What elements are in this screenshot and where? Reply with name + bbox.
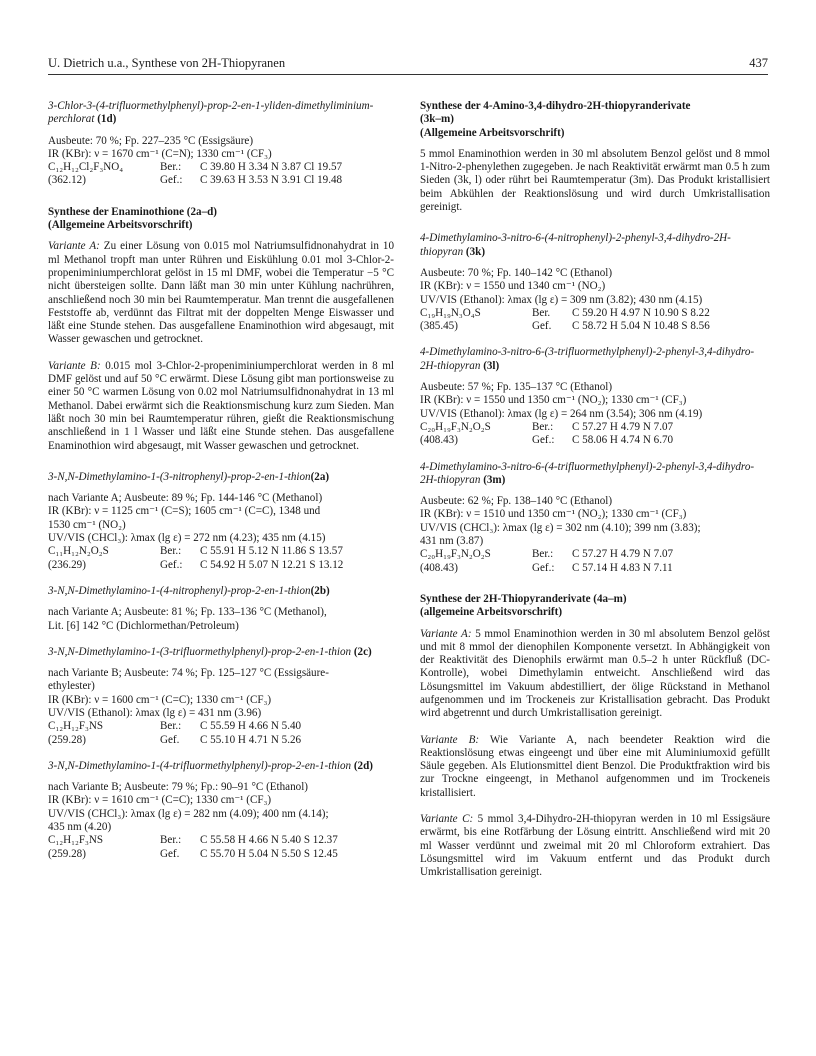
- paragraph-variante-a: Variante A: Zu einer Lösung von 0.015 mol Natriumsulfidnonahydrat in 10 ml Methanol tropft man unter Rühren und Eiskühlung 0.01 mol 3-Chlor-2-propeniminiumperchlorat gelöst in 15 ml DMF, wobei die Temperatur −5 °C nicht übersteigen sollte. Dann läßt man 30 min unter Kühlung nachrühren, anschließend noch 30 min bei Raumtemperatur. Man trennt die ausgefallenen Feststoffe ab, verdünnt das Filtrat mit der doppelten Menge Eiswasser und läßt eine Stunde stehen. Das ausgefallene Enaminothion wird abgesaugt, mit Wasser gewaschen und getrocknet.: [48, 240, 394, 346]
- compound-2c: [48, 646, 394, 747]
- elemental-analysis-row: C₁₂H₁₂F₃NS Ber.: C 55.58 H 4.66 N 5.40 S 12.37: [48, 834, 338, 847]
- data-line: Ausbeute: 70 %; Fp. 227–235 °C (Essigsäure): [48, 134, 254, 147]
- compound-1d: [48, 100, 394, 188]
- compound-name: 4-Dimethylamino-3-nitro-6-(4-trifluormethylphenyl)-2-phenyl-3,4-dihydro-2H-thiopyran (3m): [420, 460, 755, 486]
- elemental-analysis-row: C₁₂H₁₂F₃NS Ber.: C 55.59 H 4.66 N 5.40: [48, 720, 302, 733]
- right-column: [420, 100, 770, 880]
- section-dihydrothiopyran: [420, 100, 770, 214]
- data-line: UV/VIS (CHCl₃): λmax (lg ε) = 272 nm (4.23); 435 nm (4.15): [48, 532, 326, 545]
- data-line: Ausbeute: 70 %; Fp. 140–142 °C (Ethanol): [420, 266, 613, 279]
- compound-2b: [48, 585, 394, 633]
- data-line: Ausbeute: 62 %; Fp. 138–140 °C (Ethanol): [420, 495, 613, 508]
- data-line: nach Variante A; Ausbeute: 81 %; Fp. 133–136 °C (Methanol),: [48, 606, 327, 619]
- elemental-analysis-row: C₂₀H₁₉F₃N₂O₂S Ber.: C 57.27 H 4.79 N 7.07: [420, 420, 674, 433]
- data-line: UV/VIS (Ethanol): λmax (lg ε) = 264 nm (3.54); 306 nm (4.19): [420, 407, 703, 420]
- section-heading-id: (3k–m): [420, 113, 454, 126]
- elemental-analysis-row: (259.28) Gef. C 55.70 H 5.04 N 5.50 S 12.45: [48, 847, 338, 860]
- compound-id: (2b): [310, 584, 330, 597]
- elemental-analysis-row: (408.43) Gef.: C 57.14 H 4.83 N 7.11: [420, 561, 673, 574]
- data-line: UV/VIS (CHCl₃): λmax (lg ε) = 302 nm (4.10); 399 nm (3.83);: [420, 521, 701, 534]
- data-line: IR (KBr): ν = 1510 und 1350 cm⁻¹ (NO₂); 1330 cm⁻¹ (CF₃): [420, 508, 687, 521]
- compound-name: 4-Dimethylamino-3-nitro-6-(3-trifluormethylphenyl)-2-phenyl-3,4-dihydro-2H-thiopyran (3l): [420, 346, 755, 372]
- data-line: IR (KBr): ν = 1125 cm⁻¹ (C=S); 1605 cm⁻¹ (C=C), 1348 und: [48, 505, 321, 518]
- section-subheading: (Allgemeine Arbeitsvorschrift): [420, 126, 565, 139]
- running-header: [48, 56, 768, 75]
- compound-id: (2d): [353, 759, 373, 772]
- compound-2a: [48, 471, 394, 572]
- compound-id: (3k): [465, 245, 486, 258]
- paragraph-variante-b: Variante B: Wie Variante A, nach beendeter Reaktion wird die Reaktionslösung etwas eingeengt und über eine mit Aluminiumoxid gefüllt Säule gegeben. Als Elutionsmittel dient Benzol. Die Produktfraktion wird bis zur Trockne eingeengt, in Methanol aufgenommen und im Trockeneis kristallisiert.: [420, 733, 770, 799]
- compound-name: 3-N,N-Dimethylamino-1-(4-nitrophenyl)-prop-2-en-1-thion(2b): [48, 584, 330, 597]
- data-line: UV/VIS (Ethanol): λmax (lg ε) = 309 nm (3.82); 430 nm (4.15): [420, 293, 703, 306]
- elemental-analysis-row: C₁₂H₁₂Cl₂F₃NO₄ Ber.: C 39.80 H 3.34 N 3.87 Cl 19.57: [48, 161, 343, 174]
- elemental-analysis-row: (385.45) Gef. C 58.72 H 5.04 N 10.48 S 8.56: [420, 320, 710, 333]
- compound-name: 3-N,N-Dimethylamino-1-(3-trifluormethylphenyl)-prop-2-en-1-thion (2c): [48, 645, 372, 658]
- data-line: IR (KBr): ν = 1670 cm⁻¹ (C=N); 1330 cm⁻¹ (CF₃): [48, 147, 272, 160]
- section-heading: Synthese der Enaminothione (2a–d): [48, 205, 217, 218]
- page-number: 437: [749, 56, 768, 70]
- data-line: IR (KBr): ν = 1550 und 1350 cm⁻¹ (NO₂); 1330 cm⁻¹ (CF₃): [420, 394, 687, 407]
- compound-name: 4-Dimethylamino-3-nitro-6-(4-nitrophenyl)-2-phenyl-3,4-dihydro-2H-thiopyran (3k): [420, 232, 731, 258]
- data-line: Ausbeute: 57 %; Fp. 135–137 °C (Ethanol): [420, 381, 613, 394]
- section-heading: Synthese der 4-Amino-3,4-dihydro-2H-thiopyranderivate: [420, 100, 691, 112]
- data-line: UV/VIS (Ethanol): λmax (lg ε) = 431 nm (3.96): [48, 706, 262, 719]
- section-enaminothione: [48, 206, 394, 453]
- data-line: Lit. [6] 142 °C (Dichlormethan/Petroleum): [48, 619, 239, 632]
- compound-id: (3m): [483, 473, 506, 486]
- data-line: IR (KBr): ν = 1600 cm⁻¹ (C=C); 1330 cm⁻¹ (CF₃): [48, 693, 272, 706]
- data-line: 1530 cm⁻¹ (NO₂): [48, 518, 126, 531]
- elemental-analysis-row: C₁₉H₁₉N₃O₄S Ber. C 59.20 H 4.97 N 10.90 S 8.22: [420, 306, 710, 319]
- compound-id: (2c): [353, 645, 372, 658]
- data-line: nach Variante B; Ausbeute: 74 %; Fp. 125–127 °C (Essigsäure-: [48, 667, 329, 680]
- section-heading: Synthese der 2H-Thiopyranderivate (4a–m): [420, 592, 627, 605]
- compound-3m: [420, 461, 770, 575]
- data-line: IR (KBr): ν = 1610 cm⁻¹ (C=C); 1330 cm⁻¹ (CF₃): [48, 794, 272, 807]
- section-thiopyran: [420, 593, 770, 880]
- compound-3l: [420, 346, 770, 447]
- compound-2d: [48, 760, 394, 861]
- running-title: U. Dietrich u.a., Synthese von 2H-Thiopyranen: [48, 56, 286, 70]
- compound-name: 3-N,N-Dimethylamino-1-(3-nitrophenyl)-prop-2-en-1-thion(2a): [48, 470, 330, 483]
- data-line: nach Variante B; Ausbeute: 79 %; Fp.: 90–91 °C (Ethanol): [48, 781, 308, 794]
- section-subheading: (Allgemeine Arbeitsvorschrift): [48, 219, 193, 232]
- compound-id: (3l): [483, 359, 500, 372]
- compound-name: 3-Chlor-3-(4-trifluormethylphenyl)-prop-2-en-1-yliden-dimethyliminium-perchlorat (1d): [48, 100, 374, 126]
- compound-id: (1d): [97, 113, 117, 126]
- compound-name: 3-N,N-Dimethylamino-1-(4-trifluormethylphenyl)-prop-2-en-1-thion (2d): [48, 759, 373, 772]
- data-line: 431 nm (3.87): [420, 535, 484, 548]
- compound-id: (2a): [310, 470, 330, 483]
- paragraph-variante-b: Variante B: 0.015 mol 3-Chlor-2-propeniminiumperchlorat werden in 8 ml DMF gelöst und auf 50 °C erwärmt. Diese Lösung gibt man portionsweise zu einer 50 °C warmen Lösung von 0.02 mol Natriumsulfidnonahydrat in 13 ml Methanol. Dabei erwärmt sich die Reaktionsmischung kurz zum Sieden. Man läßt noch 30 min bei Raumtemperatur rühren, gießt die Reaktionsmischung anschließend in 1 l Wasser und läßt eine Stunde stehen. Das ausgefallene Enaminothion wird abgesaugt, mit Wasser gewaschen und getrocknet.: [48, 359, 394, 452]
- section-subheading: (allgemeine Arbeitsvorschrift): [420, 606, 563, 619]
- elemental-analysis-row: (362.12) Gef.: C 39.63 H 3.53 N 3.91 Cl 19.48: [48, 174, 343, 187]
- elemental-analysis-row: (259.28) Gef. C 55.10 H 4.71 N 5.26: [48, 733, 302, 746]
- data-line: UV/VIS (CHCl₃): λmax (lg ε) = 282 nm (4.09); 400 nm (4.14);: [48, 807, 329, 820]
- paragraph-variante-c: Variante C: 5 mmol 3,4-Dihydro-2H-thiopyran werden in 10 ml Essigsäure erwärmt, bis eine Rotfärbung der Lösung eintritt. Anschließend wird mit 20 ml Wasser verdünnt und zweimal mit 20 ml Chloroform extrahiert. Das Lösungsmittel wird im Vakuum entfernt und das Produkt durch Umkristallisation gereinigt.: [420, 813, 770, 879]
- paragraph-procedure: 5 mmol Enaminothion werden in 30 ml absolutem Benzol gelöst und 8 mmol 1-Nitro-2-phenylethen zugegeben. Je nach Reaktivität erwärmt man 0.5 h zum Sieden (3k, l) oder rührt bei Raumtemperatur (3m). Das Produkt kristallisiert beim Abkühlen der Reaktionslösung und wird durch Umkristallisation gereinigt.: [420, 147, 770, 214]
- elemental-analysis-row: (236.29) Gef.: C 54.92 H 5.07 N 12.21 S 13.12: [48, 558, 344, 571]
- data-line: 435 nm (4.20): [48, 821, 112, 834]
- data-line: IR (KBr): ν = 1550 und 1340 cm⁻¹ (NO₂): [420, 280, 606, 293]
- elemental-analysis-row: C₁₁H₁₂N₂O₂S Ber.: C 55.91 H 5.12 N 11.86 S 13.57: [48, 545, 343, 558]
- elemental-analysis-row: C₂₀H₁₉F₃N₂O₂S Ber.: C 57.27 H 4.79 N 7.07: [420, 548, 674, 561]
- data-line: nach Variante A; Ausbeute: 89 %; Fp. 144-146 °C (Methanol): [48, 492, 323, 505]
- compound-3k: [420, 232, 770, 333]
- left-column: [48, 100, 394, 861]
- paragraph-variante-a: Variante A: 5 mmol Enaminothion werden in 30 ml absolutem Benzol gelöst und mit 8 mmol der dienophilen Komponente versetzt. In Abhängigkeit von der Reaktivität des Dienophils erwärmt man 0.5–2 h unter Rückfluß (DC-Kontrolle), wobei Dimethylamin entweicht. Anschließend wird das Lösungsmittel im Vakuum abdestilliert, der ölige Rückstand in Methanol aufgenommen und im Trockeneis zur Kristallisation gebracht. Das Produkt wird abgetrennt und durch Umkristallisation gereinigt.: [420, 627, 770, 720]
- data-line: ethylester): [48, 680, 95, 693]
- elemental-analysis-row: (408.43) Gef.: C 58.06 H 4.74 N 6.70: [420, 434, 674, 447]
